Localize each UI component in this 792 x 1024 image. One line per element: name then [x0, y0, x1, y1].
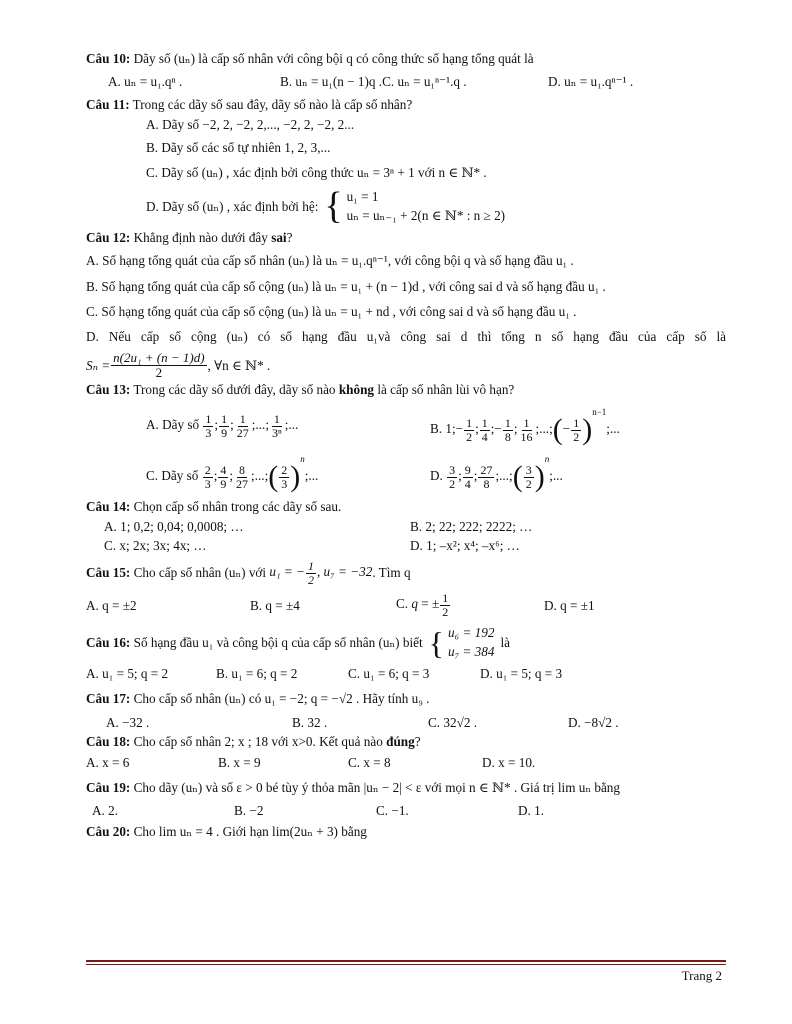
question-label: Câu 10:: [86, 51, 131, 66]
question-14-options-cd: [86, 537, 726, 554]
question-text-end: là: [500, 635, 510, 651]
question-label: Câu 12:: [86, 230, 131, 246]
option-a: A. −32 .: [106, 714, 150, 730]
question-label: Câu 18:: [86, 733, 131, 749]
system-line-1: u₁ = 1: [346, 188, 379, 204]
question-label: Câu 14:: [86, 499, 131, 515]
option-c: C. Dãy số $\frac{2}{3}$ ; $\frac{4}{9}$ ; $\frac{8}{27}$ ;...;( $\frac{2}{3}$ )$^n$;...: [146, 454, 319, 494]
option-c: C. Dãy số (uₙ) , xác định bởi công thức uₙ = 3ⁿ + 1 với n ∈ ℕ* .: [146, 164, 487, 180]
footer-rule-thin: [86, 964, 726, 965]
option-label: C. Dãy số: [146, 468, 199, 484]
option-c: C. Số hạng tổng quát của cấp số cộng (uₙ) là uₙ = u₁ + nd , với công sai d và số hạng đầu u₁ .: [86, 303, 577, 319]
question-17: [86, 690, 726, 707]
option-b: B. u₁ = 6; q = 2: [216, 666, 298, 682]
question-18: [86, 733, 726, 750]
option-d: D. 1; –x²; x⁴; –x⁶; …: [410, 537, 520, 553]
system-line-2: uₙ = uₙ₋₁ + 2(n ∈ ℕ* : n ≥ 2): [346, 208, 506, 224]
option-d: [86, 185, 726, 228]
question-18-options: [86, 754, 726, 771]
footer-rule: [86, 960, 726, 962]
option-d: D. u₁ = 5; q = 3: [480, 666, 563, 682]
question-text: Chọn cấp số nhân trong các dãy số sau.: [133, 499, 342, 515]
question-16: [86, 624, 726, 661]
option-label: A. Dãy số: [146, 417, 200, 433]
option-d: D. uₙ = u₁.qⁿ⁻¹ .: [548, 74, 634, 90]
condition: u₁ = − $\frac{1}{2}$ , u₇ = −32: [269, 558, 373, 587]
question-15: [86, 560, 726, 586]
question-label: Câu 20:: [86, 824, 131, 840]
emphasis: sai: [271, 230, 287, 246]
option-d: D. $\frac{3}{2}$ ; $\frac{9}{4}$ ; $\frac{27}{8}$ ;...;( $\frac{3}{2}$ )$^n$;...: [430, 454, 563, 494]
option-c: C. u₁ = 6; q = 3: [348, 666, 430, 682]
emphasis: không: [338, 382, 375, 398]
option-b: B. Dãy số các số tự nhiên 1, 2, 3,...: [146, 139, 331, 155]
question-text: Số hạng đầu u₁ và công bội q của cấp số nhân (uₙ) biết: [133, 635, 423, 651]
option-c: C. x; 2x; 3x; 4x; …: [104, 537, 207, 553]
option-d: D. −8√2 .: [568, 714, 619, 730]
question-19-options: [86, 802, 726, 819]
formula-fraction: [111, 351, 206, 379]
emphasis: đúng: [386, 733, 415, 749]
equation-system: [324, 185, 506, 228]
option-c: C. −1.: [376, 803, 409, 819]
formula-tail: , ∀n ∈ ℕ* .: [207, 357, 271, 373]
option-a: A. q = ±2: [86, 597, 137, 613]
question-17-options: [86, 714, 726, 731]
question-text: Cho cấp số nhân 2; x ; 18 với x>0. Kết quả nào: [133, 733, 383, 749]
document-page: [86, 50, 726, 841]
option-d: D. q = ±1: [544, 597, 595, 613]
option-a: A. x = 6: [86, 754, 130, 770]
page-number: Trang 2: [681, 968, 722, 983]
question-label: Câu 15:: [86, 565, 131, 581]
question-10: [86, 50, 726, 67]
brace-symbol: {: [428, 624, 444, 661]
question-text: Cho cấp số nhân (uₙ) với: [133, 565, 267, 581]
sum-formula: [86, 351, 726, 379]
fraction-numerator: n(2u₁ + (n − 1)d): [113, 350, 205, 365]
fraction-denominator: 2: [155, 364, 163, 380]
system-line-1: u₆ = 192: [447, 625, 495, 641]
formula-lhs: Sₙ =: [86, 357, 111, 373]
question-label: Câu 19:: [86, 780, 131, 796]
question-20: [86, 823, 726, 840]
question-text: Trong các dãy số sau đây, dãy số nào là cấp số nhân?: [132, 97, 413, 113]
option-label: B.: [430, 421, 443, 437]
question-13-options-ab: [86, 407, 726, 447]
option-a: A. u₁ = 5; q = 2: [86, 666, 169, 682]
question-text-end: . Tìm q: [372, 565, 411, 581]
option-b: B. Số hạng tổng quát của cấp số cộng (uₙ) là uₙ = u₁ + (n − 1)d , với công sai d và số hạng đầu u₁ .: [86, 278, 606, 294]
question-label: Câu 16:: [86, 635, 131, 651]
question-14-options-ab: [86, 518, 726, 535]
brace-symbol: {: [324, 185, 343, 228]
question-text: Trong các dãy số dưới đây, dãy số nào: [133, 382, 336, 398]
option-c: C. x = 8: [348, 754, 391, 770]
equation-system: [429, 624, 495, 661]
question-16-options: [86, 665, 726, 682]
option-c: C. q = ± $\frac{1}{2}$: [396, 591, 449, 619]
question-text: Cho cấp số nhân (uₙ) có u₁ = −2; q = −√2 . Hãy tính u₉ .: [133, 691, 430, 707]
system-line-2: u₇ = 384: [447, 643, 495, 659]
question-13-options-cd: [86, 454, 726, 492]
question-text-end: ?: [414, 733, 421, 749]
question-text: Cho lim uₙ = 4 . Giới hạn lim(2uₙ + 3) bằng: [133, 824, 367, 840]
question-10-options: [86, 73, 726, 90]
option-b: B. −2: [234, 803, 264, 819]
question-14: [86, 498, 726, 515]
option-label: D.: [430, 468, 443, 484]
option-c: C. 32√2 .: [428, 714, 478, 730]
question-text: Dãy số (uₙ) là cấp số nhân với công bội q có công thức số hạng tổng quát là: [133, 51, 534, 66]
option-a: A. 1; 0,2; 0,04; 0,0008; …: [104, 518, 244, 534]
question-15-options: [86, 592, 726, 618]
option-b: B. 1;− $\frac{1}{2}$ ; $\frac{1}{4}$ ;− $\frac{1}{8}$ ; $\frac{1}{16}$ ;...;(− $\frac{1}{2}$ )$^{n-1}$;...: [430, 407, 620, 447]
option-b: B. q = ±4: [250, 597, 300, 613]
question-19: [86, 779, 726, 796]
option-b: B. 2; 22; 222; 2222; …: [410, 518, 533, 534]
question-12: [86, 229, 726, 246]
question-text-end: là cấp số nhân lùi vô hạn?: [377, 382, 515, 398]
option-b: B. 32 .: [292, 714, 328, 730]
option-d: D. Nếu cấp số cộng (uₙ) có số hạng đầu u₁và công sai d thì tổng n số hạng đầu của cấp số là: [86, 328, 726, 344]
option-d-prefix: D. Dãy số (uₙ) , xác định bởi hệ:: [146, 198, 319, 214]
option-a: A. uₙ = u₁.qⁿ .: [108, 74, 183, 90]
question-11: [86, 96, 726, 113]
question-text-end: ?: [286, 230, 293, 246]
option-a: A. Dãy số $\frac{1}{3}$ ; $\frac{1}{9}$ ; $\frac{1}{27}$ ;...; $\frac{1}{\text{3ⁿ}}$ ;...: [146, 412, 299, 440]
question-text: Cho dãy (uₙ) và số ε > 0 bé tùy ý thỏa mãn |uₙ − 2| < ε với mọi n ∈ ℕ* . Giá trị lim uₙ bằng: [133, 780, 620, 796]
question-13: [86, 381, 726, 398]
option-b-c: B. uₙ = u₁(n − 1)q .C. uₙ = u₁ⁿ⁻¹.q .: [280, 74, 467, 90]
option-a: A. Số hạng tổng quát của cấp số nhân (uₙ) là uₙ = u₁.qⁿ⁻¹, với công bội q và số hạng đầu u₁ .: [86, 253, 574, 269]
question-label: Câu 13:: [86, 382, 131, 398]
option-a: A. 2.: [92, 803, 119, 819]
option-d: D. 1.: [518, 803, 545, 819]
question-text: Khẳng định nào dưới đây: [133, 230, 268, 246]
option-b: B. x = 9: [218, 754, 261, 770]
question-label: Câu 11:: [86, 97, 130, 113]
question-label: Câu 17:: [86, 691, 131, 707]
option-a: A. Dãy số −2, 2, −2, 2,..., −2, 2, −2, 2...: [146, 117, 355, 133]
option-d: D. x = 10.: [482, 754, 536, 770]
